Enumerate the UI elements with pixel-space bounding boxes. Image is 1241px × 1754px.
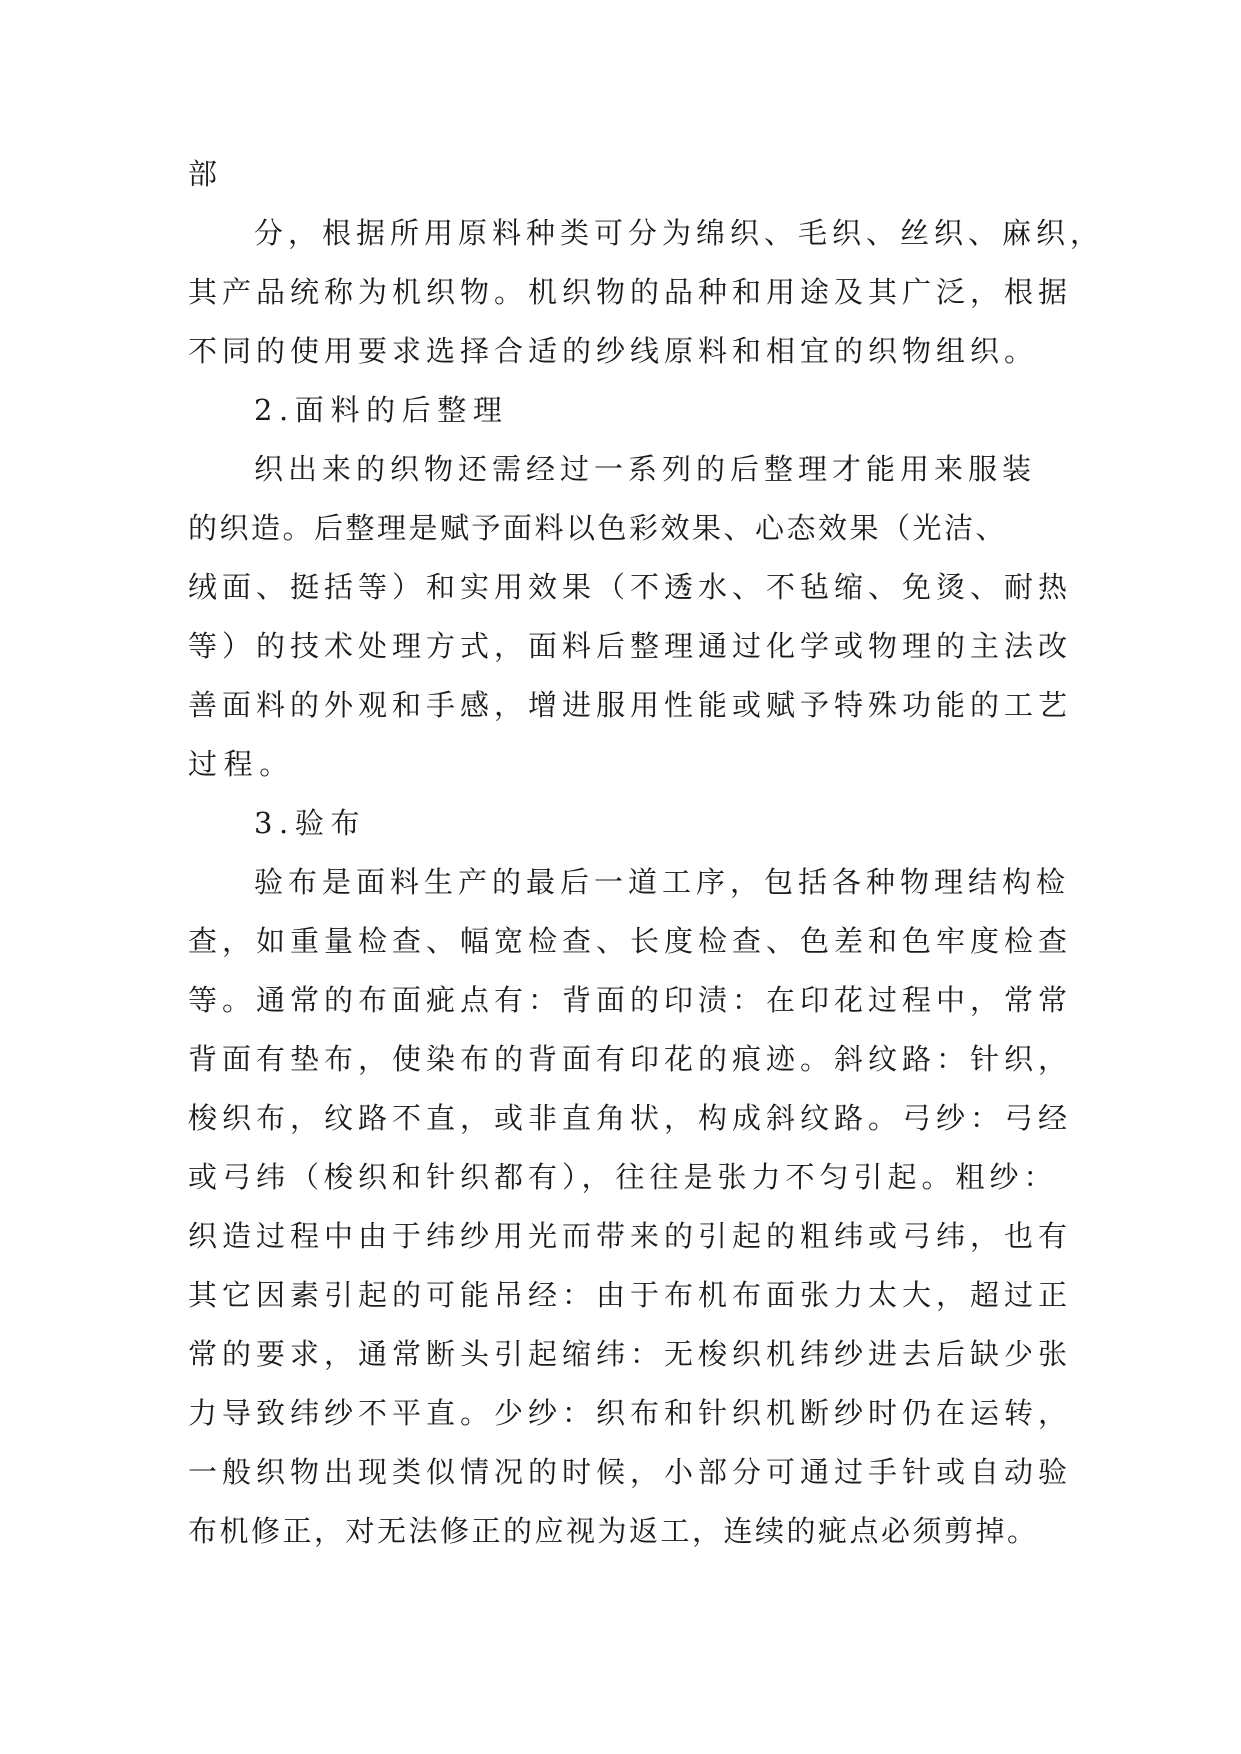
text-line: 其产品统称为机织物。机织物的品种和用途及其广泛，根据 [188,275,1073,309]
text-line: 善面料的外观和手感，增进服用性能或赋予特殊功能的工艺 [188,688,1073,722]
text-line: 绒面、挺括等）和实用效果（不透水、不毡缩、免烫、耐热 [188,570,1073,604]
text-line: 等）的技术处理方式，面料后整理通过化学或物理的主法改 [188,629,1073,663]
text-line: 布机修正，对无法修正的应视为返工，连续的疵点必须剪掉。 [188,1514,1039,1548]
paragraph-start: 织出来的织物还需经过一系列的后整理才能用来服装 [254,452,1037,486]
text-line: 部 [188,157,224,191]
text-line: 或弓纬（梭织和针织都有），往往是张力不匀引起。粗纱： [188,1160,1058,1194]
text-line: 过程。 [188,747,295,781]
paragraph-start: 验布是面料生产的最后一道工序，包括各种物理结构检 [254,865,1071,899]
text-line: 不同的使用要求选择合适的纱线原料和相宜的织物组织。 [188,334,1039,368]
text-line: 力导致纬纱不平直。少纱：织布和针织机断纱时仍在运转， [188,1396,1073,1430]
text-line: 织造过程中由于纬纱用光而带来的引起的粗纬或弓纬，也有 [188,1219,1073,1253]
document-body [188,145,1105,1561]
text-line: 常的要求，通常断头引起缩纬：无梭织机纬纱进去后缺少张 [188,1337,1073,1371]
text-line: 等。通常的布面疵点有：背面的印渍：在印花过程中，常常 [188,983,1073,1017]
paragraph-start: 分，根据所用原料种类可分为绵织、毛织、丝织、麻织， [254,216,1105,250]
text-line: 梭织布，纹路不直，或非直角状，构成斜纹路。弓纱：弓经 [188,1101,1073,1135]
text-line: 其它因素引起的可能吊经：由于布机布面张力太大，超过正 [188,1278,1073,1312]
text-line: 的织造。后整理是赋予面料以色彩效果、心态效果（光洁、 [188,511,1008,545]
text-line: 一般织物出现类似情况的时候，小部分可通过手针或自动验 [188,1455,1073,1489]
text-line: 背面有垫布，使染布的背面有印花的痕迹。斜纹路：针织， [188,1042,1073,1076]
section-heading: 2.面料的后整理 [254,393,509,427]
text-line: 查，如重量检查、幅宽检查、长度检查、色差和色牢度检查 [188,924,1073,958]
section-heading: 3.验布 [254,806,367,840]
